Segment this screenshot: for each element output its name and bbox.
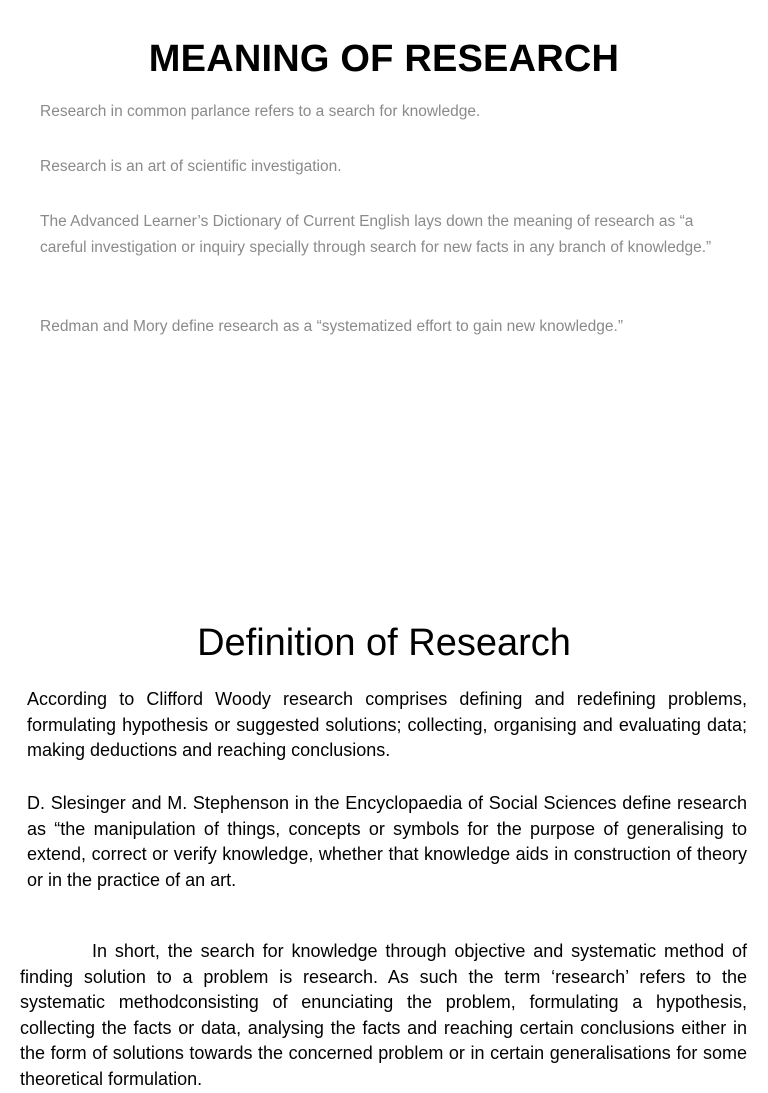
slide-meaning-of-research [0,0,768,500]
slide-definition-of-research [0,600,768,1089]
meaning-paragraph: Redman and Mory define research as a “systematized effort to gain new knowledge.” [40,318,623,335]
meaning-paragraph: Research in common parlance refers to a search for knowledge. [40,103,481,120]
meaning-paragraph: The Advanced Learner’s Dictionary of Current English lays down the meaning of research as “a careful investigation or inquiry specially through search for new facts in any branch of knowledge.” [40,213,712,256]
slide-title: Definition of Research [197,622,571,664]
definition-paragraph: According to Clifford Woody research comprises defining and redefining problems, formulating hypothesis or suggested solutions; collecting, organising and evaluating data; making deductions and reaching conclusions. [27,689,747,761]
definition-paragraph: D. Slesinger and M. Stephenson in the Encyclopaedia of Social Sciences define research as “the manipulation of things, concepts or symbols for the purpose of generalising to extend, correct or verify knowledge, whether that knowledge aids in construction of theory or in the practice of an art. [27,793,747,890]
definition-paragraph: In short, the search for knowledge through objective and systematic method of finding solution to a problem is research. As such the term ‘research’ refers to the systematic methodconsisting of enunciating the problem, formulating a hypothesis, collecting the facts or data, analysing the facts and reaching certain conclusions either in the form of solutions towards the concerned problem or in certain generalisations for some theoretical formulation. [20,941,747,1089]
slide-title: MEANING OF RESEARCH [148,38,620,80]
meaning-paragraph: Research is an art of scientific investigation. [40,158,342,175]
